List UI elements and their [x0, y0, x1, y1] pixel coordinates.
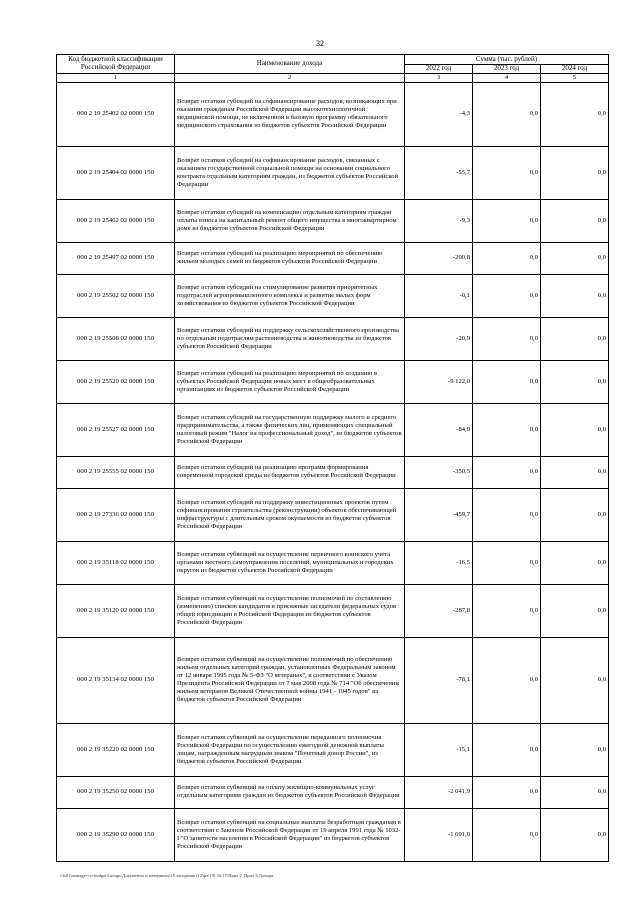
- table-row: [57, 776, 609, 808]
- amount-2024: 0,0: [541, 360, 609, 403]
- amount-2022: -4,3: [405, 82, 473, 146]
- amount-2023: 0,0: [473, 808, 541, 861]
- income-name: Возврат остатков субвенций на осуществление переданного полномочия Российской Федерации по осуществлению ежегодной денежной выплаты лицам, награжденным нагрудным знаком "Почетный донор России", из бюджетов субъектов Российской Федерации: [175, 723, 405, 776]
- year-header-2024: 2024 год: [541, 65, 609, 74]
- name-column-header: Наименование дохода: [175, 55, 405, 74]
- amount-2024: 0,0: [541, 488, 609, 541]
- amount-2022: -9 122,0: [405, 360, 473, 403]
- budget-code: 000 2 19 35118 02 0000 150: [57, 541, 175, 584]
- amount-2024: 0,0: [541, 456, 609, 488]
- amount-2023: 0,0: [473, 584, 541, 637]
- income-name: Возврат остатков субсидий на реализацию мероприятий по созданию в субъектах Российской Федерации новых мест в общеобразовательных организациях из бюджетов субъектов Российской Федерации: [175, 360, 405, 403]
- column-number: 3: [405, 73, 473, 82]
- amount-2024: 0,0: [541, 199, 609, 242]
- budget-code: 000 2 19 27336 02 0000 150: [57, 488, 175, 541]
- column-number: 5: [541, 73, 609, 82]
- amount-2023: 0,0: [473, 242, 541, 274]
- table-row: [57, 403, 609, 456]
- page-number: 32: [316, 39, 324, 48]
- table-row: [57, 808, 609, 861]
- amount-2024: 0,0: [541, 242, 609, 274]
- amount-2024: 0,0: [541, 808, 609, 861]
- amount-2022: -84,9: [405, 403, 473, 456]
- amount-2023: 0,0: [473, 776, 541, 808]
- budget-code: 000 2 19 25404 02 0000 150: [57, 146, 175, 199]
- amount-2022: -459,7: [405, 488, 473, 541]
- income-name: Возврат остатков субсидий на государственную поддержку малого и среднего предпринимательства, а также физических лиц, применяющих специальный налоговый режим "Налог на профессиональный доход", из бюджетов субъектов Российской Федерации: [175, 403, 405, 456]
- amount-2023: 0,0: [473, 456, 541, 488]
- budget-code: 000 2 19 25527 02 0000 150: [57, 403, 175, 456]
- budget-code: 000 2 19 35120 02 0000 150: [57, 584, 175, 637]
- amount-2024: 0,0: [541, 723, 609, 776]
- amount-2022: -350,5: [405, 456, 473, 488]
- budget-code: 000 2 19 25520 02 0000 150: [57, 360, 175, 403]
- income-name: Возврат остатков субвенций на социальные выплаты безработным гражданам в соответствии с Законом Российской Федерации от 19 апреля 1991 года № 1032-I "О занятости населения в Российской Федерации" из бюджетов субъектов Российской Федерации: [175, 808, 405, 861]
- amount-2023: 0,0: [473, 723, 541, 776]
- table-row: [57, 637, 609, 723]
- column-number: 1: [57, 73, 175, 82]
- amount-2024: 0,0: [541, 82, 609, 146]
- table-row: [57, 456, 609, 488]
- amount-2024: 0,0: [541, 584, 609, 637]
- income-name: Возврат остатков субсидий на поддержку сельскохозяйственного производства по отдельным подотраслям растениеводства и животноводства из бюджетов субъектов Российской Федерации: [175, 317, 405, 360]
- amount-2023: 0,0: [473, 199, 541, 242]
- amount-2023: 0,0: [473, 146, 541, 199]
- income-name: Возврат остатков субвенций на осуществление полномочий по обеспечению жильем отдельных категорий граждан, установленных Федеральным законом от 12 января 1995 года № 5-ФЗ "О ветеранах", в соответствии с Указом Президента Российской Федерации от 7 мая 2008 года № 714 "Об обеспечении жильем ветеранов Великой Отечественной войны 1941 - 1945 годов" из бюджетов субъектов Российской Федерации: [175, 637, 405, 723]
- amount-2022: -55,7: [405, 146, 473, 199]
- budget-code: 000 2 19 25502 02 0000 150: [57, 274, 175, 317]
- budget-code: 000 2 19 35134 02 0000 150: [57, 637, 175, 723]
- table-row: [57, 146, 609, 199]
- amount-2023: 0,0: [473, 488, 541, 541]
- amount-2024: 0,0: [541, 146, 609, 199]
- budget-code: 000 2 19 35220 02 0000 150: [57, 723, 175, 776]
- table-row: [57, 199, 609, 242]
- income-name: Возврат остатков субвенций на оплату жилищно-коммунальных услуг отдельным категориям граждан из бюджетов субъектов Российской Федерации: [175, 776, 405, 808]
- table-row: [57, 584, 609, 637]
- amount-2022: -2 041,9: [405, 776, 473, 808]
- amount-2022: -0,1: [405, 274, 473, 317]
- amount-2023: 0,0: [473, 403, 541, 456]
- income-name: Возврат остатков субсидий на софинансирование расходов, возникающих при оказании гражданам Российской Федерации высокотехнологичной медицинской помощи, не включенной в базовую программу обязательного медицинского страхования из бюджетов субъектов Российской Федерации: [175, 82, 405, 146]
- budget-code: 000 2 19 25555 02 0000 150: [57, 456, 175, 488]
- budget-code: 000 2 19 35290 02 0000 150: [57, 808, 175, 861]
- budget-code: 000 2 19 25497 02 0000 150: [57, 242, 175, 274]
- amount-2024: 0,0: [541, 776, 609, 808]
- budget-code: 000 2 19 25402 02 0000 150: [57, 82, 175, 146]
- year-header-2023: 2023 год: [473, 65, 541, 74]
- table-row: [57, 541, 609, 584]
- income-name: Возврат остатков субсидий на софинансирование расходов, связанных с оказанием государственной социальной помощи на основании социального контракта отдельным категориям граждан, из бюджетов субъектов Российской Федерации: [175, 146, 405, 199]
- column-number: 2: [175, 73, 405, 82]
- amount-2024: 0,0: [541, 317, 609, 360]
- budget-code: 000 2 19 35250 02 0000 150: [57, 776, 175, 808]
- table-row: [57, 274, 609, 317]
- budget-code: 000 2 19 25508 02 0000 150: [57, 317, 175, 360]
- income-name: Возврат остатков субвенций на осуществление первичного воинского учета органами местного самоуправления поселений, муниципальных и городских округов из бюджетов субъектов Российской Федерации: [175, 541, 405, 584]
- table-row: [57, 723, 609, 776]
- income-name: Возврат остатков субсидий на реализацию программ формирования современной городской среды из бюджетов субъектов Российской Федерации: [175, 456, 405, 488]
- amount-2023: 0,0: [473, 637, 541, 723]
- table-row: [57, 360, 609, 403]
- amount-2022: -9,3: [405, 199, 473, 242]
- amount-2024: 0,0: [541, 637, 609, 723]
- amount-2023: 0,0: [473, 360, 541, 403]
- amount-2022: -287,8: [405, 584, 473, 637]
- amount-2023: 0,0: [473, 274, 541, 317]
- code-column-header: Код бюджетной классификации Российской Федерации: [57, 55, 175, 74]
- income-name: Возврат остатков субвенций на осуществление полномочий по составлению (изменению) списков кандидатов в присяжные заседатели федеральных судов общей юрисдикции в Российской Федерации из бюджетов субъектов Российской Федерации: [175, 584, 405, 637]
- table-row: [57, 82, 609, 146]
- amount-2022: -15,1: [405, 723, 473, 776]
- amount-2023: 0,0: [473, 82, 541, 146]
- amount-2023: 0,0: [473, 317, 541, 360]
- income-table: [56, 54, 609, 862]
- table-row: [57, 488, 609, 541]
- amount-2023: 0,0: [473, 541, 541, 584]
- table-row: [57, 242, 609, 274]
- amount-2024: 0,0: [541, 403, 609, 456]
- amount-2022: -200,8: [405, 242, 473, 274]
- income-name: Возврат остатков субсидий на поддержку инвестиционных проектов путем софинансирования строительства (реконструкции) объектов обеспечивающей инфраструктуры с длительным сроком окупаемости из бюджетов субъектов Российской Федерации: [175, 488, 405, 541]
- income-name: Возврат остатков субсидий на реализацию мероприятий по обеспечению жильем молодых семей из бюджетов субъектов Российской Федерации: [175, 242, 405, 274]
- amount-2022: -1 691,0: [405, 808, 473, 861]
- income-name: Возврат остатков субсидий на компенсацию отдельным категориям граждан оплаты взноса на капитальный ремонт общего имущества в многоквартирном доме из бюджетов субъектов Российской Федерации: [175, 199, 405, 242]
- amount-2022: -78,1: [405, 637, 473, 723]
- year-header-2022: 2022 год: [405, 65, 473, 74]
- amount-2024: 0,0: [541, 274, 609, 317]
- sum-column-header: Сумма (тыс. рублей): [405, 55, 609, 65]
- column-number: 4: [473, 73, 541, 82]
- amount-2022: -16,5: [405, 541, 473, 584]
- income-name: Возврат остатков субсидий на стимулирование развития приоритетных подотраслей агропромышленного комплекса и развитие малых форм хозяйствования из бюджетов субъектов Российской Федерации: [175, 274, 405, 317]
- budget-code: 000 2 19 25462 02 0000 150: [57, 199, 175, 242]
- amount-2024: 0,0: [541, 541, 609, 584]
- file-path-footer: \\fs01\manager-co-budget\Groups\Документы и материалы\19 заседание (12\фз\19) 3б-17\Прил 2_Прил 5 Доходы: [60, 873, 274, 878]
- amount-2022: -20,9: [405, 317, 473, 360]
- table-row: [57, 317, 609, 360]
